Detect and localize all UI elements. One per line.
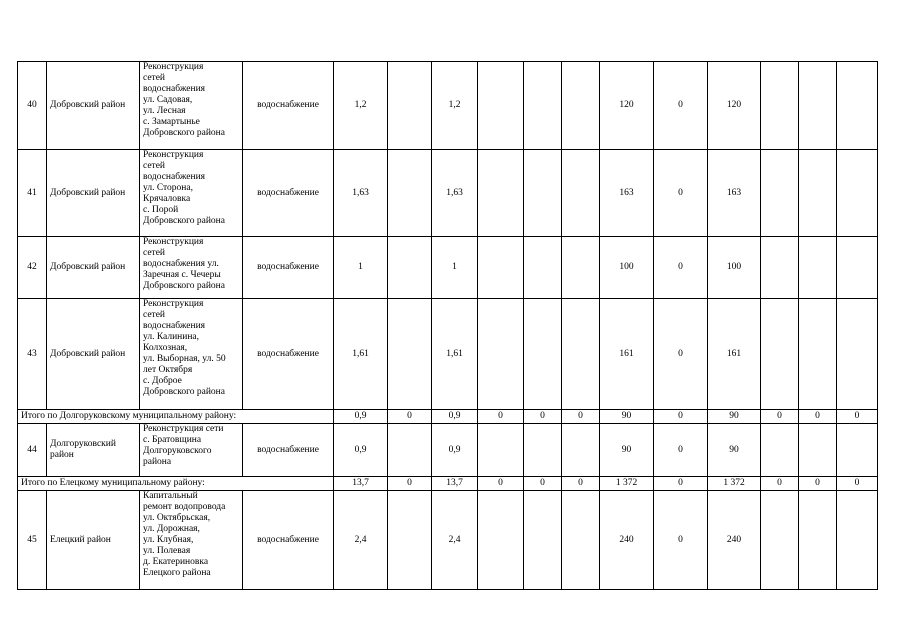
value-cell: 0: [837, 477, 878, 491]
value-cell: 1,61: [334, 299, 388, 410]
value-cell: [388, 424, 432, 477]
value-cell: 0: [478, 477, 524, 491]
value-cell: [799, 237, 837, 299]
row-number: 43: [18, 299, 47, 410]
value-cell: [799, 424, 837, 477]
value-cell: [761, 62, 799, 150]
value-cell: [562, 237, 600, 299]
value-cell: 0: [388, 477, 432, 491]
value-cell: [761, 150, 799, 237]
value-cell: 0: [654, 424, 708, 477]
value-cell: 1 372: [600, 477, 654, 491]
value-cell: 0: [654, 491, 708, 590]
total-row: [18, 477, 878, 491]
value-cell: 100: [708, 237, 761, 299]
district-cell: Елецкий район: [47, 491, 140, 590]
value-cell: [799, 62, 837, 150]
value-cell: 0: [524, 410, 562, 424]
value-cell: 1,61: [432, 299, 478, 410]
value-cell: 1,2: [432, 62, 478, 150]
district-cell: Добровский район: [47, 62, 140, 150]
value-cell: [478, 62, 524, 150]
type-cell: водоснабжение: [243, 150, 334, 237]
value-cell: 13,7: [432, 477, 478, 491]
value-cell: 1: [432, 237, 478, 299]
value-cell: [388, 491, 432, 590]
value-cell: 1,2: [334, 62, 388, 150]
value-cell: [478, 424, 524, 477]
value-cell: 0: [388, 410, 432, 424]
value-cell: [761, 299, 799, 410]
value-cell: 1,63: [334, 150, 388, 237]
value-cell: 90: [600, 424, 654, 477]
value-cell: 0: [654, 299, 708, 410]
value-cell: [761, 491, 799, 590]
value-cell: 100: [600, 237, 654, 299]
total-label: Итого по Елецкому муниципальному району:: [18, 477, 334, 491]
value-cell: [837, 237, 878, 299]
project-cell: Реконструкция сетей водоснабжения ул. Сторона, Крячаловка с. Порой Добровского района: [140, 150, 243, 237]
value-cell: 0: [761, 410, 799, 424]
value-cell: [524, 150, 562, 237]
value-cell: 1: [334, 237, 388, 299]
value-cell: [562, 150, 600, 237]
value-cell: 240: [600, 491, 654, 590]
value-cell: 120: [708, 62, 761, 150]
value-cell: 120: [600, 62, 654, 150]
value-cell: 90: [708, 424, 761, 477]
value-cell: 1,63: [432, 150, 478, 237]
type-cell: водоснабжение: [243, 424, 334, 477]
value-cell: 240: [708, 491, 761, 590]
value-cell: 0: [562, 410, 600, 424]
value-cell: 0,9: [432, 424, 478, 477]
value-cell: [478, 150, 524, 237]
value-cell: [837, 491, 878, 590]
value-cell: 0,9: [334, 410, 388, 424]
table-row: [18, 150, 878, 237]
value-cell: [388, 237, 432, 299]
total-label: Итого по Долгоруковскому муниципальному району:: [18, 410, 334, 424]
investment-table: [17, 61, 878, 590]
value-cell: 161: [708, 299, 761, 410]
project-cell: Капитальный ремонт водопровода ул. Октябрьская, ул. Дорожная, ул. Клубная, ул. Полевая д. Екатериновка Елецкого района: [140, 491, 243, 590]
district-cell: Добровский район: [47, 299, 140, 410]
value-cell: 0: [799, 410, 837, 424]
value-cell: [478, 237, 524, 299]
value-cell: [837, 424, 878, 477]
value-cell: [799, 299, 837, 410]
value-cell: [562, 62, 600, 150]
value-cell: 90: [708, 410, 761, 424]
value-cell: [524, 62, 562, 150]
row-number: 41: [18, 150, 47, 237]
value-cell: [837, 299, 878, 410]
value-cell: [562, 491, 600, 590]
value-cell: 90: [600, 410, 654, 424]
value-cell: [388, 299, 432, 410]
value-cell: 0,9: [334, 424, 388, 477]
value-cell: [562, 299, 600, 410]
value-cell: [388, 62, 432, 150]
value-cell: 0: [837, 410, 878, 424]
value-cell: 163: [600, 150, 654, 237]
value-cell: 0: [654, 477, 708, 491]
total-row: [18, 410, 878, 424]
value-cell: 0: [799, 477, 837, 491]
district-cell: Долгоруковский район: [47, 424, 140, 477]
district-cell: Добровский район: [47, 150, 140, 237]
row-number: 45: [18, 491, 47, 590]
value-cell: [524, 424, 562, 477]
value-cell: 163: [708, 150, 761, 237]
value-cell: 2,4: [334, 491, 388, 590]
type-cell: водоснабжение: [243, 491, 334, 590]
district-cell: Добровский район: [47, 237, 140, 299]
project-cell: Реконструкция сетей водоснабжения ул. Калинина, Колхозная, ул. Выборная, ул. 50 лет Октября с. Доброе Добровского района: [140, 299, 243, 410]
type-cell: водоснабжение: [243, 237, 334, 299]
value-cell: 0: [761, 477, 799, 491]
table-row: [18, 299, 878, 410]
value-cell: 13,7: [334, 477, 388, 491]
table-row: [18, 424, 878, 477]
value-cell: [524, 491, 562, 590]
value-cell: [837, 150, 878, 237]
value-cell: [478, 491, 524, 590]
row-number: 44: [18, 424, 47, 477]
value-cell: [761, 237, 799, 299]
value-cell: [524, 299, 562, 410]
value-cell: [837, 62, 878, 150]
row-number: 42: [18, 237, 47, 299]
value-cell: 0: [654, 237, 708, 299]
project-cell: Реконструкция сетей водоснабжения ул. Садовая, ул. Лесная с. Замартынье Добровского района: [140, 62, 243, 150]
project-cell: Реконструкция сети с. Братовщина Долгоруковского района: [140, 424, 243, 477]
value-cell: [562, 424, 600, 477]
table-row: [18, 62, 878, 150]
value-cell: 0: [562, 477, 600, 491]
value-cell: 0: [478, 410, 524, 424]
value-cell: 0: [654, 410, 708, 424]
value-cell: [478, 299, 524, 410]
value-cell: 2,4: [432, 491, 478, 590]
table-row: [18, 237, 878, 299]
row-number: 40: [18, 62, 47, 150]
value-cell: [799, 150, 837, 237]
table-row: [18, 491, 878, 590]
value-cell: [799, 491, 837, 590]
value-cell: 161: [600, 299, 654, 410]
value-cell: 0,9: [432, 410, 478, 424]
value-cell: 1 372: [708, 477, 761, 491]
type-cell: водоснабжение: [243, 299, 334, 410]
project-cell: Реконструкция сетей водоснабжения ул. Заречная с. Чечеры Добровского района: [140, 237, 243, 299]
value-cell: [761, 424, 799, 477]
value-cell: 0: [654, 150, 708, 237]
value-cell: [388, 150, 432, 237]
type-cell: водоснабжение: [243, 62, 334, 150]
value-cell: 0: [524, 477, 562, 491]
value-cell: [524, 237, 562, 299]
value-cell: 0: [654, 62, 708, 150]
